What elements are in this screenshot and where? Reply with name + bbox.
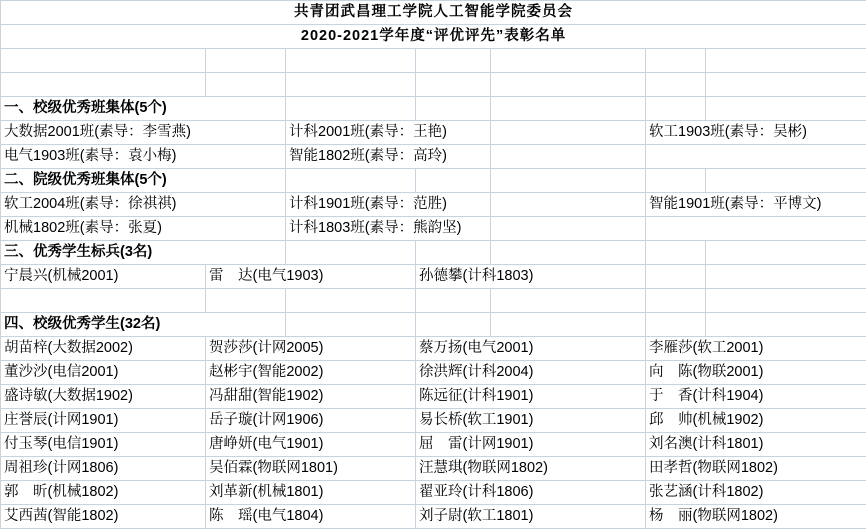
entry-cell: 赵彬宇(智能2002) bbox=[206, 361, 416, 385]
blank-cell bbox=[491, 169, 646, 193]
entry-cell: 陈远征(计科1901) bbox=[416, 385, 646, 409]
blank-cell bbox=[206, 49, 286, 73]
blank-cell bbox=[491, 217, 646, 241]
entry-cell: 智能1901班(素导：平博文) bbox=[646, 193, 866, 217]
section-heading-3: 三、优秀学生标兵(3名) bbox=[1, 241, 286, 265]
table-row bbox=[1, 265, 866, 289]
entry-cell: 岳子璇(计网1906) bbox=[206, 409, 416, 433]
entry-cell: 陈 瑶(电气1804) bbox=[206, 505, 416, 529]
blank-cell bbox=[1, 49, 206, 73]
blank-cell bbox=[286, 313, 416, 337]
entry-cell: 宁晨兴(机械2001) bbox=[1, 265, 206, 289]
blank-cell bbox=[416, 73, 491, 97]
entry-cell: 软工1903班(素导：吴彬) bbox=[646, 121, 866, 145]
blank-cell bbox=[646, 49, 706, 73]
blank-cell bbox=[706, 49, 866, 73]
entry-cell: 孙德攀(计科1803) bbox=[416, 265, 646, 289]
blank-cell bbox=[416, 289, 491, 313]
blank-cell bbox=[491, 289, 646, 313]
entry-cell: 李雁莎(软工2001) bbox=[646, 337, 866, 361]
section-heading-1: 一、校级优秀班集体(5个) bbox=[1, 97, 286, 121]
table-row bbox=[1, 193, 866, 217]
table-row bbox=[1, 121, 866, 145]
table-row bbox=[1, 457, 866, 481]
blank-cell bbox=[206, 289, 286, 313]
table-row bbox=[1, 361, 866, 385]
table-row bbox=[1, 217, 866, 241]
entry-cell: 汪慧琪(物联网1802) bbox=[416, 457, 646, 481]
entry-cell: 张艺涵(计科1802) bbox=[646, 481, 866, 505]
table-row bbox=[1, 433, 866, 457]
entry-cell: 雷 达(电气1903) bbox=[206, 265, 416, 289]
entry-cell: 刘子尉(软工1801) bbox=[416, 505, 646, 529]
entry-cell: 胡苗梓(大数据2002) bbox=[1, 337, 206, 361]
blank-cell bbox=[646, 289, 706, 313]
blank-cell bbox=[706, 169, 866, 193]
entry-cell: 周祖珍(计网1806) bbox=[1, 457, 206, 481]
blank-cell bbox=[646, 241, 706, 265]
section-heading-4: 四、校级优秀学生(32名) bbox=[1, 313, 286, 337]
entry-cell: 徐洪辉(计科2004) bbox=[416, 361, 646, 385]
blank-cell bbox=[206, 73, 286, 97]
entry-cell: 软工2004班(素导：徐祺祺) bbox=[1, 193, 286, 217]
entry-cell: 庄誉辰(计网1901) bbox=[1, 409, 206, 433]
blank-cell bbox=[286, 289, 416, 313]
entry-cell: 付玉琴(电信1901) bbox=[1, 433, 206, 457]
entry-cell: 艾西茜(智能1802) bbox=[1, 505, 206, 529]
entry-cell: 计科2001班(素导：王艳) bbox=[286, 121, 491, 145]
entry-cell: 翟亚玲(计科1806) bbox=[416, 481, 646, 505]
section-heading-row bbox=[1, 313, 866, 337]
entry-cell: 杨 丽(物联网1802) bbox=[646, 505, 866, 529]
entry-cell: 计科1901班(素导：范胜) bbox=[286, 193, 491, 217]
entry-cell: 盛诗敏(大数据1902) bbox=[1, 385, 206, 409]
entry-cell: 向 陈(物联2001) bbox=[646, 361, 866, 385]
blank-cell bbox=[1, 73, 206, 97]
blank-cell bbox=[416, 241, 491, 265]
blank-cell bbox=[286, 49, 416, 73]
blank-cell bbox=[646, 169, 706, 193]
entry-cell: 冯甜甜(智能1902) bbox=[206, 385, 416, 409]
blank-cell bbox=[706, 97, 866, 121]
blank-cell bbox=[416, 313, 491, 337]
title-row-1 bbox=[1, 1, 866, 25]
blank-row bbox=[1, 49, 866, 73]
blank-cell bbox=[646, 73, 706, 97]
entry-cell: 吴佰霖(物联网1801) bbox=[206, 457, 416, 481]
entry-cell: 刘名澳(计科1801) bbox=[646, 433, 866, 457]
blank-cell bbox=[491, 121, 646, 145]
blank-cell bbox=[706, 313, 866, 337]
entry-cell bbox=[646, 145, 866, 169]
entry-cell: 唐峥妍(电气1901) bbox=[206, 433, 416, 457]
blank-cell bbox=[491, 193, 646, 217]
entry-cell: 屈 雷(计网1901) bbox=[416, 433, 646, 457]
blank-cell bbox=[706, 73, 866, 97]
blank-cell bbox=[286, 97, 416, 121]
table-row bbox=[1, 385, 866, 409]
entry-cell: 郭 昕(机械1802) bbox=[1, 481, 206, 505]
section-heading-2: 二、院级优秀班集体(5个) bbox=[1, 169, 286, 193]
entry-cell: 智能1802班(素导：高玲) bbox=[286, 145, 491, 169]
document-title-line1: 共青团武昌理工学院人工智能学院委员会 bbox=[1, 1, 866, 25]
blank-cell bbox=[491, 313, 646, 337]
entry-cell: 邱 帅(机械1902) bbox=[646, 409, 866, 433]
blank-cell bbox=[491, 241, 646, 265]
blank-cell bbox=[706, 289, 866, 313]
entry-cell: 刘革新(机械1801) bbox=[206, 481, 416, 505]
entry-cell: 机械1802班(素导：张夏) bbox=[1, 217, 286, 241]
table-row bbox=[1, 505, 866, 529]
entry-cell: 董沙沙(电信2001) bbox=[1, 361, 206, 385]
table-row bbox=[1, 337, 866, 361]
blank-row bbox=[1, 289, 866, 313]
blank-cell bbox=[646, 265, 706, 289]
section-heading-row bbox=[1, 241, 866, 265]
blank-cell bbox=[491, 97, 646, 121]
blank-cell bbox=[646, 313, 706, 337]
entry-cell: 电气1903班(素导：袁小梅) bbox=[1, 145, 286, 169]
entry-cell: 易长桥(软工1901) bbox=[416, 409, 646, 433]
title-row-2 bbox=[1, 25, 866, 49]
entry-cell: 贺莎莎(计网2005) bbox=[206, 337, 416, 361]
blank-cell bbox=[1, 289, 206, 313]
document-title-line2: 2020-2021学年度“评优评先”表彰名单 bbox=[1, 25, 866, 49]
entry-cell: 田孝哲(物联网1802) bbox=[646, 457, 866, 481]
blank-cell bbox=[416, 97, 491, 121]
blank-cell bbox=[706, 241, 866, 265]
table-row bbox=[1, 145, 866, 169]
entry-cell bbox=[646, 217, 866, 241]
entry-cell: 于 香(计科1904) bbox=[646, 385, 866, 409]
blank-cell bbox=[286, 241, 416, 265]
entry-cell: 蔡万扬(电气2001) bbox=[416, 337, 646, 361]
blank-cell bbox=[416, 49, 491, 73]
entry-cell: 计科1803班(素导：熊韵坚) bbox=[286, 217, 491, 241]
blank-cell bbox=[491, 49, 646, 73]
section-heading-row bbox=[1, 169, 866, 193]
table-row bbox=[1, 481, 866, 505]
blank-cell bbox=[706, 265, 866, 289]
section-heading-row bbox=[1, 97, 866, 121]
blank-cell bbox=[286, 73, 416, 97]
entry-cell: 大数据2001班(素导：李雪燕) bbox=[1, 121, 286, 145]
blank-cell bbox=[416, 169, 491, 193]
blank-cell bbox=[646, 97, 706, 121]
blank-cell bbox=[491, 145, 646, 169]
table-row bbox=[1, 409, 866, 433]
blank-cell bbox=[286, 169, 416, 193]
blank-cell bbox=[491, 73, 646, 97]
blank-row bbox=[1, 73, 866, 97]
